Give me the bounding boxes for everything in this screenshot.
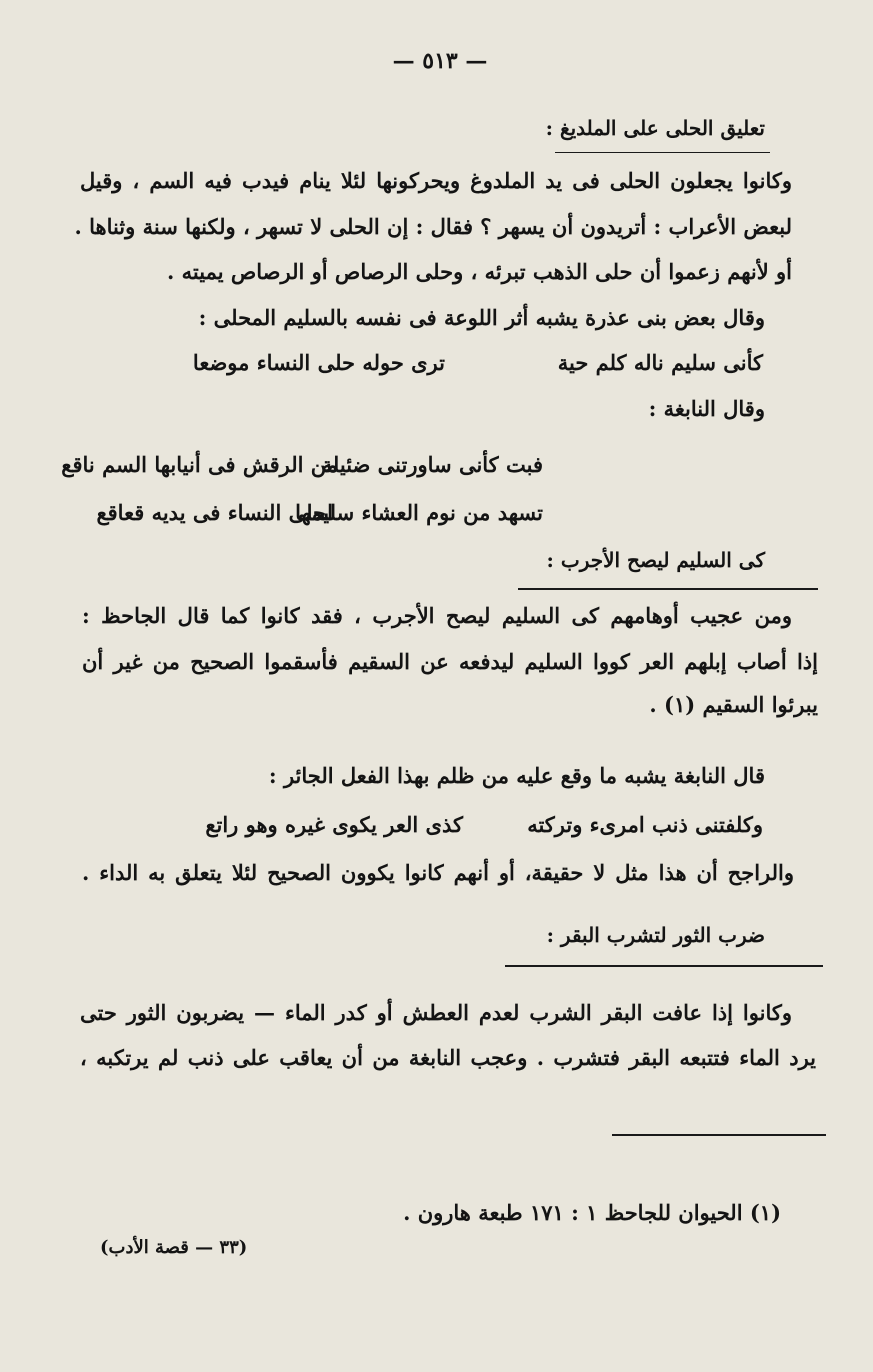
paragraph-line: أو لأنهم زعموا أن حلى الذهب تبرئه ، وحلى الرصاص أو الرصاص يميته .	[167, 259, 792, 284]
verse-hemistich-left: كذى العر يكوى غيره وهو راتع	[205, 812, 463, 837]
paragraph-line: والراجح أن هذا مثل لا حقيقة، أو أنهم كانوا يكوون الصحيح لئلا يتعلق به الداء .	[82, 860, 795, 885]
page-number: — ٥١٣ —	[392, 48, 488, 74]
paragraph-line: لبعض الأعراب : أتريدون أن يسهر ؟ فقال : إن الحلى لا تسهر ، ولكنها سنة وثناها .	[74, 214, 792, 239]
heading-underline	[505, 965, 823, 967]
paragraph-line: إذا أصاب إبلهم العر كووا السليم ليدفعه عن السقيم فأسقموا الصحيح من غير أن	[82, 649, 818, 674]
paragraph-line: وكانوا إذا عافت البقر الشرب لعدم العطش أو كدر الماء — يضربون الثور حتى	[80, 1000, 792, 1025]
verse-intro: قال النابغة يشبه ما وقع عليه من ظلم بهذا الفعل الجائر :	[268, 763, 765, 788]
verse-intro: وقال بعض بنى عذرة يشبه أثر اللوعة فى نفسه بالسليم المحلى :	[198, 305, 765, 330]
section-heading: كى السليم ليصح الأجرب :	[546, 548, 765, 572]
paragraph-line: يبرئوا السقيم (١) .	[649, 692, 818, 717]
paragraph-line: يرد الماء فتتبعه البقر فتشرب . وعجب النابغة من أن يعاقب على ذنب لم يرتكبه ،	[80, 1045, 816, 1070]
footnote: (١) الحيوان للجاحظ ١ : ١٧١ طبعة هارون .	[403, 1200, 781, 1225]
heading-underline	[518, 588, 818, 590]
verse-hemistich-left: ترى حوله حلى النساء موضعا	[192, 350, 445, 375]
verse-hemistich-right: فبت كأنى ساورتنى ضئيلة	[321, 452, 543, 477]
heading-underline	[555, 152, 770, 153]
verse-intro: وقال النابغة :	[648, 396, 765, 421]
footnote-separator	[612, 1134, 826, 1136]
paragraph-line: وكانوا يجعلون الحلى فى يد الملدوغ ويحركونها لئلا ينام فيدب فيه السم ، وقيل	[80, 168, 792, 193]
section-heading: ضرب الثور لتشرب البقر :	[546, 923, 765, 947]
paragraph-line: ومن عجيب أوهامهم كى السليم ليصح الأجرب ، فقد كانوا كما قال الجاحظ :	[82, 603, 792, 628]
verse-hemistich-left: لحلى النساء فى يديه قعاقع	[96, 500, 333, 525]
verse-hemistich-right: وكلفتنى ذنب امرىء وتركته	[527, 812, 763, 837]
signature-mark: (٣٣ — قصة الأدب)	[100, 1237, 248, 1258]
section-heading: تعليق الحلى على الملديغ :	[545, 116, 765, 140]
verse-hemistich-left: من الرقش فى أنيابها السم ناقع	[61, 452, 338, 477]
verse-hemistich-right: كأنى سليم ناله كلم حية	[557, 350, 763, 375]
verse-hemistich-right: تسهد من نوم العشاء سليمها	[295, 500, 543, 525]
